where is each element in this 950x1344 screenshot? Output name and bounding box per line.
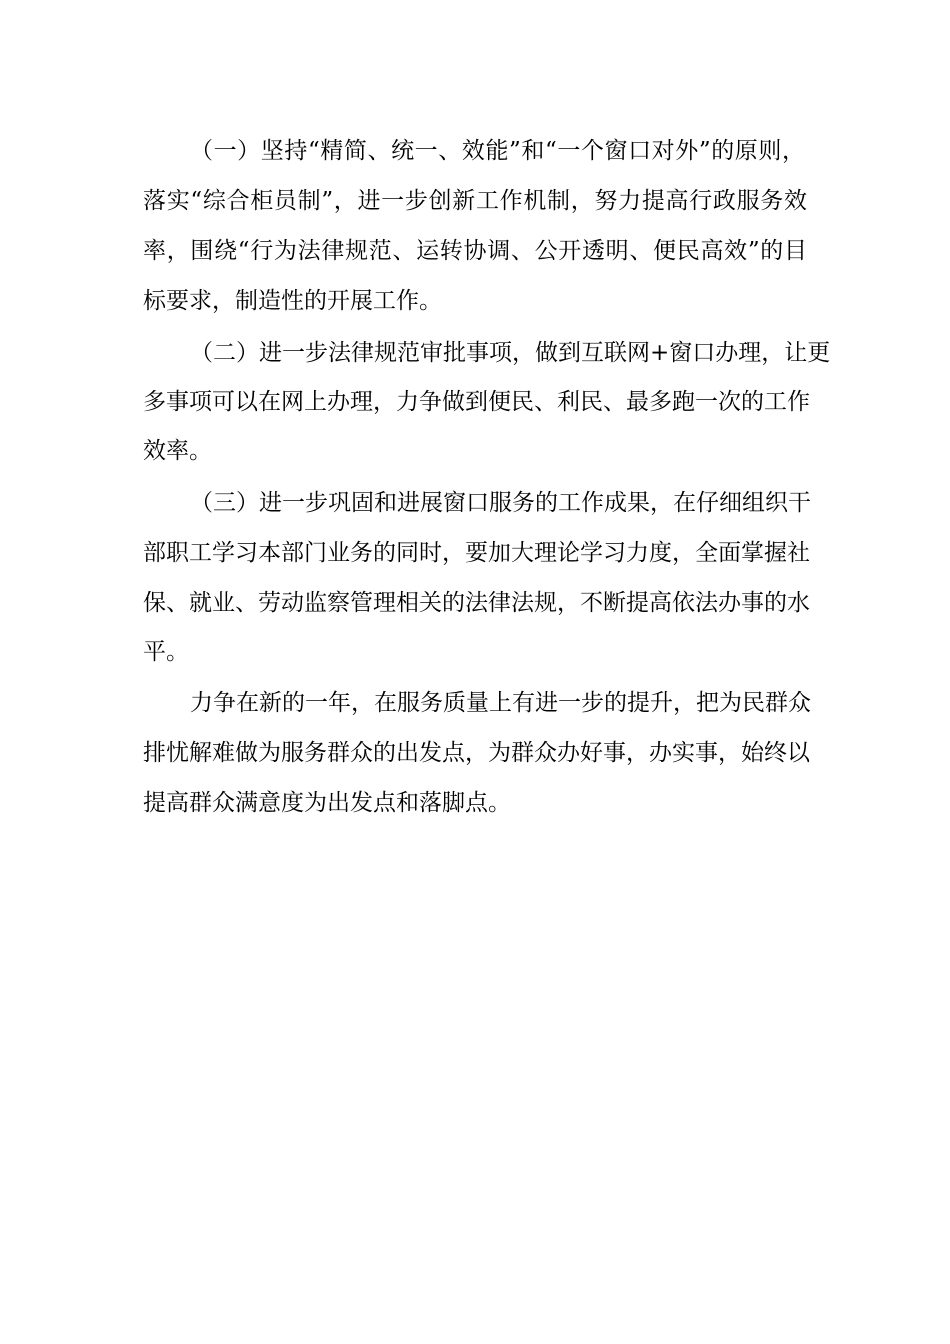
- paragraph-3-line-2: 部职工学习本部门业务的同时，要加大理论学习力度，全面掌握社: [143, 540, 810, 566]
- paragraph-4-line-3: 提高群众满意度为出发点和落脚点。: [143, 790, 511, 816]
- paragraph-4-line-1: 力争在新的一年，在服务质量上有进一步的提升，把为民群众: [190, 690, 811, 716]
- paragraph-1-line-2: 落实“综合柜员制”，进一步创新工作机制，努力提高行政服务效: [143, 188, 807, 214]
- paragraph-1-line-4: 标要求，制造性的开展工作。: [143, 288, 442, 314]
- paragraph-2-line-3: 效率。: [143, 438, 212, 464]
- paragraph-3-line-4: 平。: [143, 639, 189, 665]
- paragraph-4-line-2: 排忧解难做为服务群众的出发点，为群众办好事，办实事，始终以: [143, 740, 810, 766]
- paragraph-3-line-3: 保、就业、劳动监察管理相关的法律法规，不断提高依法办事的水: [143, 590, 810, 616]
- paragraph-1-line-3: 率，围绕“行为法律规范、运转协调、公开透明、便民高效”的目: [143, 238, 807, 264]
- paragraph-3-line-1: （三）进一步巩固和进展窗口服务的工作成果，在仔细组织干: [190, 490, 811, 516]
- paragraph-2-line-2: 多事项可以在网上办理，力争做到便民、利民、最多跑一次的工作: [143, 389, 810, 415]
- paragraph-2-line-1: （二）进一步法律规范审批事项，做到互联网+窗口办理，让更: [190, 340, 831, 366]
- paragraph-1-line-1: （一）坚持“精简、统一、效能”和“一个窗口对外”的原则，: [190, 138, 805, 164]
